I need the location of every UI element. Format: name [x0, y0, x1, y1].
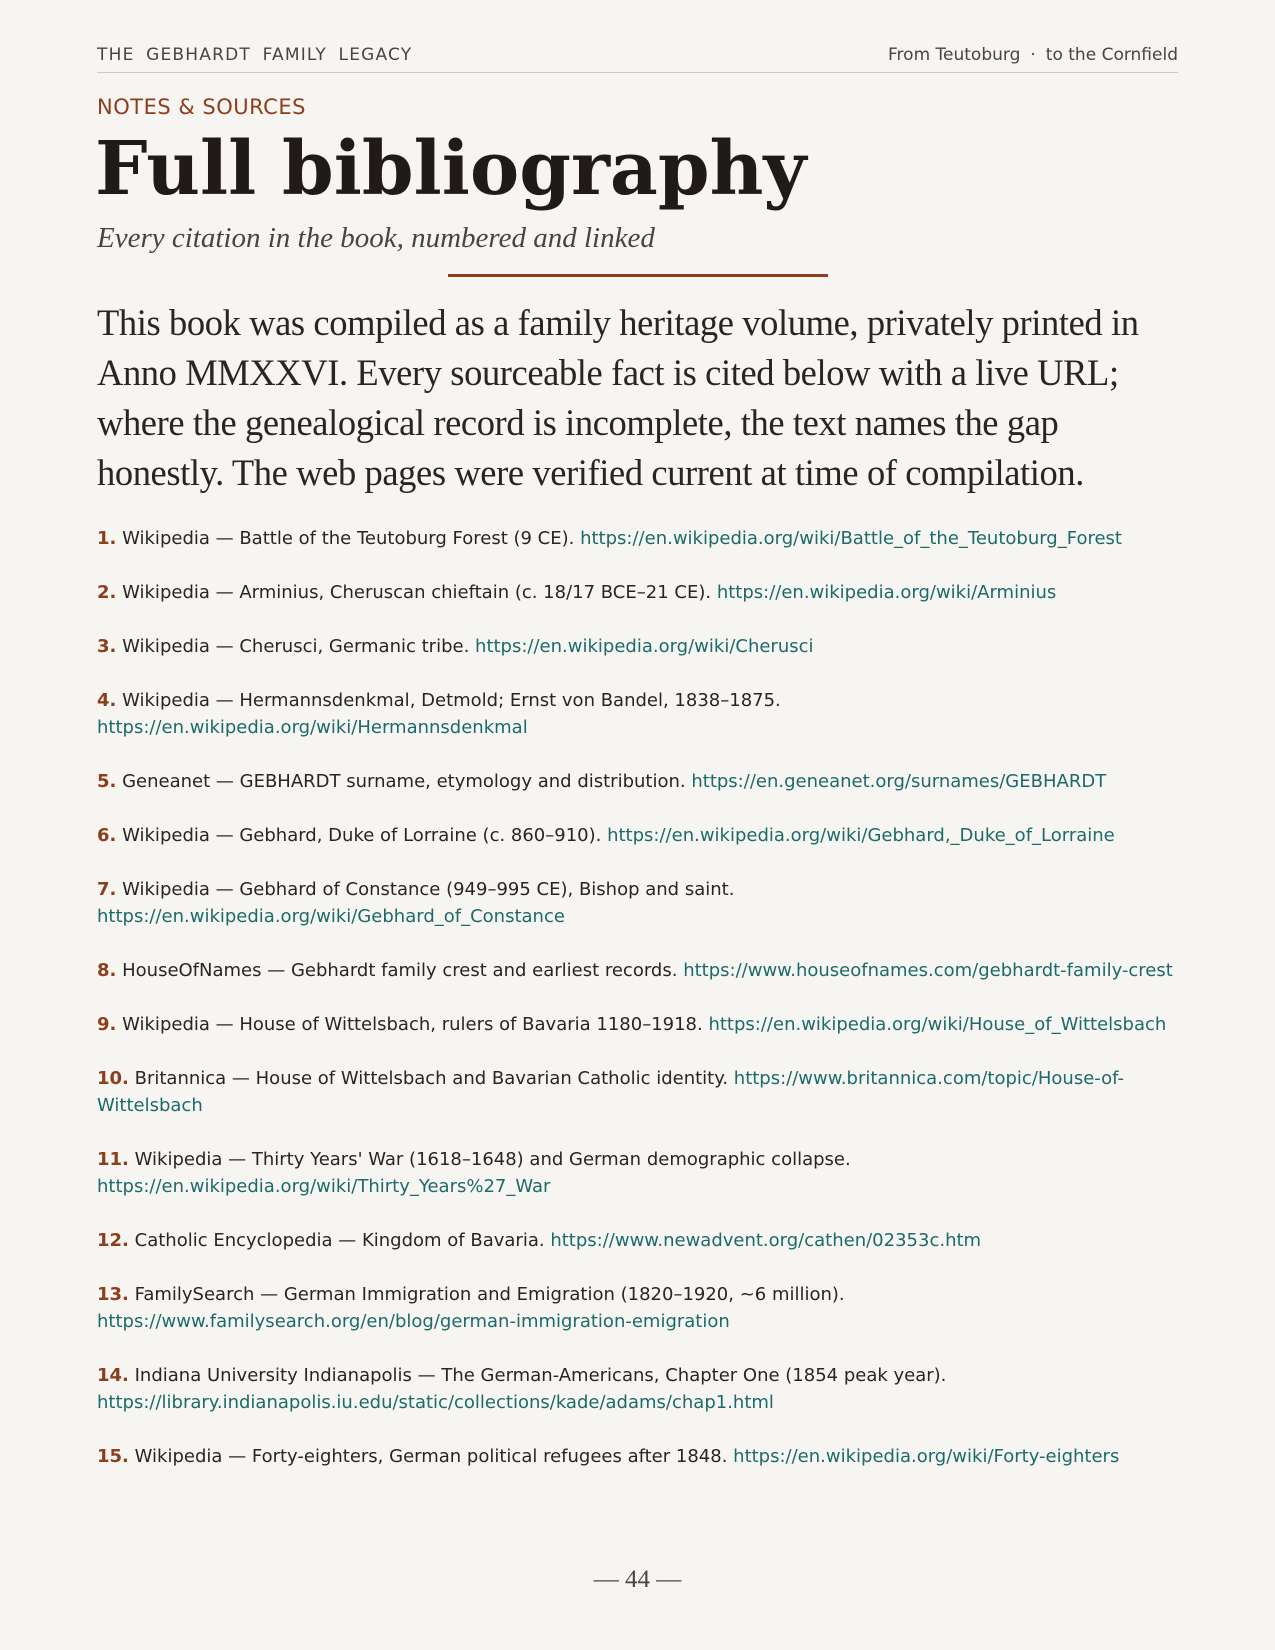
- reference-number: 14.: [97, 1365, 129, 1386]
- reference-link[interactable]: https://en.wikipedia.org/wiki/Battle_of_the_Teutoburg_Forest: [580, 528, 1122, 549]
- reference-text: Wikipedia — Forty-eighters, German political refugees after 1848.: [134, 1446, 728, 1467]
- reference-number: 1.: [97, 528, 117, 549]
- reference-link[interactable]: https://en.wikipedia.org/wiki/Thirty_Years%27_War: [97, 1176, 551, 1197]
- reference-text: Wikipedia — Cherusci, Germanic tribe.: [122, 636, 470, 657]
- reference-item: [97, 1362, 1178, 1416]
- reference-number: 13.: [97, 1284, 129, 1305]
- running-title-part-1: From Teutoburg: [888, 45, 1021, 65]
- reference-link[interactable]: https://www.britannica.com/topic/House-of-Wittelsbach: [97, 1068, 1124, 1116]
- reference-link[interactable]: https://en.wikipedia.org/wiki/Arminius: [716, 582, 1057, 603]
- reference-number: 15.: [97, 1446, 129, 1467]
- page: [97, 0, 1178, 1650]
- reference-text: Wikipedia — Battle of the Teutoburg Forest (9 CE).: [122, 528, 575, 549]
- reference-text: Wikipedia — Arminius, Cheruscan chieftain (c. 18/17 BCE–21 CE).: [122, 582, 712, 603]
- reference-link[interactable]: https://en.wikipedia.org/wiki/House_of_Wittelsbach: [708, 1014, 1167, 1035]
- reference-list: [97, 525, 1178, 1497]
- reference-number: 4.: [97, 690, 117, 711]
- reference-item: [97, 687, 1178, 741]
- title-divider: [448, 274, 828, 277]
- reference-text: Wikipedia — Thirty Years' War (1618–1648) and German demographic collapse.: [134, 1149, 851, 1170]
- reference-link[interactable]: https://www.newadvent.org/cathen/02353c.htm: [550, 1230, 982, 1251]
- reference-number: 3.: [97, 636, 117, 657]
- reference-text: HouseOfNames — Gebhardt family crest and earliest records.: [122, 960, 678, 981]
- running-title-part-2: to the Cornfield: [1045, 45, 1178, 65]
- reference-number: 9.: [97, 1014, 117, 1035]
- reference-item: [97, 1281, 1178, 1335]
- reference-item: [97, 822, 1178, 849]
- reference-item: [97, 957, 1178, 984]
- reference-text: Wikipedia — House of Wittelsbach, rulers of Bavaria 1180–1918.: [122, 1014, 703, 1035]
- reference-item: [97, 1146, 1178, 1200]
- page-title: Full bibliography: [95, 126, 807, 212]
- reference-link[interactable]: https://en.geneanet.org/surnames/GEBHARDT: [691, 771, 1107, 792]
- reference-link[interactable]: https://www.familysearch.org/en/blog/german-immigration-emigration: [97, 1311, 730, 1332]
- reference-number: 6.: [97, 825, 117, 846]
- page-subtitle: Every citation in the book, numbered and linked: [97, 222, 655, 254]
- reference-link[interactable]: https://en.wikipedia.org/wiki/Hermannsdenkmal: [97, 717, 528, 738]
- reference-link[interactable]: https://en.wikipedia.org/wiki/Forty-eighters: [733, 1446, 1120, 1467]
- reference-number: 5.: [97, 771, 117, 792]
- book-title: THE GEBHARDT FAMILY LEGACY: [97, 45, 413, 65]
- reference-item: [97, 768, 1178, 795]
- reference-item: [97, 633, 1178, 660]
- reference-text: Geneanet — GEBHARDT surname, etymology and distribution.: [122, 771, 686, 792]
- reference-link[interactable]: https://en.wikipedia.org/wiki/Gebhard,_Duke_of_Lorraine: [607, 825, 1115, 846]
- reference-link[interactable]: https://library.indianapolis.iu.edu/static/collections/kade/adams/chap1.html: [97, 1392, 774, 1413]
- section-eyebrow: NOTES & SOURCES: [97, 95, 306, 119]
- reference-text: Indiana University Indianapolis — The German-Americans, Chapter One (1854 peak year).: [134, 1365, 947, 1386]
- reference-link[interactable]: https://www.houseofnames.com/gebhardt-family-crest: [683, 960, 1173, 981]
- reference-item: [97, 1227, 1178, 1254]
- intro-paragraph: This book was compiled as a family heritage volume, privately printed in Anno MMXXVI. Every sourceable fact is cited below with a live URL; where the genealogical record is incomplete, the text names the gap honestly. The web pages were verified current at time of compilation.: [97, 302, 1139, 493]
- reference-text: Wikipedia — Gebhard of Constance (949–995 CE), Bishop and saint.: [122, 879, 735, 900]
- running-title: [888, 45, 1178, 65]
- reference-item: [97, 1011, 1178, 1038]
- reference-text: FamilySearch — German Immigration and Emigration (1820–1920, ~6 million).: [134, 1284, 845, 1305]
- reference-text: Wikipedia — Hermannsdenkmal, Detmold; Ernst von Bandel, 1838–1875.: [122, 690, 781, 711]
- reference-item: [97, 525, 1178, 552]
- reference-number: 10.: [97, 1068, 129, 1089]
- reference-number: 8.: [97, 960, 117, 981]
- reference-number: 11.: [97, 1149, 129, 1170]
- running-header: [97, 38, 1178, 73]
- running-title-separator: ·: [1030, 45, 1036, 65]
- page-number: — 44 —: [593, 1566, 682, 1593]
- reference-item: [97, 1065, 1178, 1119]
- reference-item: [97, 1443, 1178, 1470]
- reference-text: Britannica — House of Wittelsbach and Bavarian Catholic identity.: [134, 1068, 729, 1089]
- reference-number: 12.: [97, 1230, 129, 1251]
- reference-text: Catholic Encyclopedia — Kingdom of Bavaria.: [134, 1230, 545, 1251]
- reference-text: Wikipedia — Gebhard, Duke of Lorraine (c. 860–910).: [122, 825, 602, 846]
- reference-link[interactable]: https://en.wikipedia.org/wiki/Cherusci: [475, 636, 814, 657]
- reference-item: [97, 579, 1178, 606]
- reference-item: [97, 876, 1178, 930]
- reference-number: 7.: [97, 879, 117, 900]
- reference-link[interactable]: https://en.wikipedia.org/wiki/Gebhard_of_Constance: [97, 906, 565, 927]
- reference-number: 2.: [97, 582, 117, 603]
